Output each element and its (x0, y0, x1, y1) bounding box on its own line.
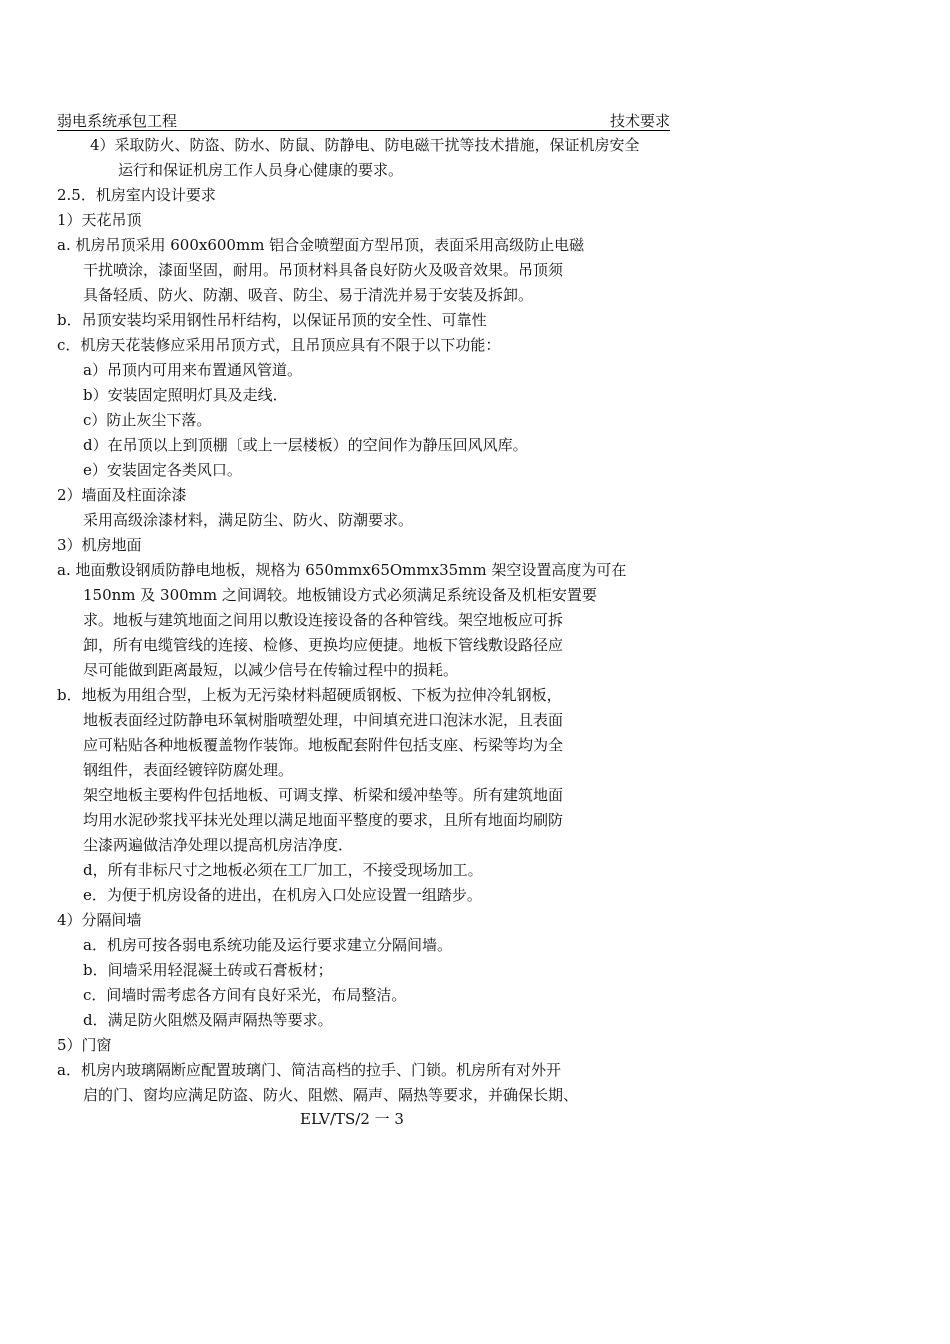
text-line: 采用高级涂漆材料，满足防尘、防火、防潮要求。 (83, 511, 414, 529)
text-line: d，所有非标尺寸之地板必须在工厂加工，不接受现场加工。 (83, 861, 483, 879)
section-heading: 2.5．机房室内设计要求 (57, 186, 216, 204)
text-line: 架空地板主要构件包括地板、可调支撑、析梁和缓冲垫等。所有建筑地面 (83, 786, 564, 804)
subsection-heading: 5）门窗 (57, 1036, 112, 1054)
list-item: b）安装固定照明灯具及走线． (83, 386, 288, 404)
header-title: 弱电系统承包工程 (57, 112, 178, 130)
text-line: 地板表面经过防静电环氧树脂喷塑处理，中间填充进口泡沫水泥，且表面 (83, 711, 564, 729)
text-line: c．机房天花装修应采用吊顶方式，且吊顶应具有不限于以下功能： (57, 336, 501, 354)
list-item: c）防止灰尘下落。 (83, 411, 212, 429)
text-line: a. 机房吊顶采用 600x600mm 铝合金喷塑面方型吊顶，表面采用高级防止电磁 (57, 236, 585, 254)
text-line: 启的门、窗均应满足防盗、防火、阻燃、隔声、隔热等要求，并确保长期、 (83, 1086, 579, 1104)
text-line: 尽可能做到距离最短，以减少信号在传输过程中的损耗。 (83, 661, 459, 679)
list-item: a．机房可按各弱电系统功能及运行要求建立分隔间墙。 (83, 936, 452, 954)
subsection-heading: 1）天花吊顶 (57, 211, 142, 229)
text-line: a．机房内玻璃隔断应配置玻璃门、简洁高档的拉手、门锁。机房所有对外开 (57, 1061, 561, 1079)
text-line: b．地板为用组合型，上板为无污染材料超硬质钢板、下板为拉伸冷轧钢板， (57, 686, 562, 704)
text-line: 运行和保证机房工作人员身心健康的要求。 (118, 161, 404, 179)
page-header (57, 110, 670, 131)
text-line: 4）采取防火、防盗、防水、防鼠、防静电、防电磁干扰等技术措施，保证机房安全 (90, 136, 640, 154)
text-line: 求。地板与建筑地面之间用以敷设连接设备的各种管线。架空地板应可拆 (83, 611, 564, 629)
subsection-heading: 3）机房地面 (57, 536, 142, 554)
list-item: a）吊顶内可用来布置通风管道。 (83, 361, 302, 379)
text-line: e．为便于机房设备的进出，在机房入口处应设置一组踏步。 (83, 886, 482, 904)
text-line: b．吊顶安装均采用钢性吊杆结构，以保证吊顶的安全性、可靠性 (57, 311, 487, 329)
text-line: 应可粘贴各种地板覆盖物作装饰。地板配套附件包括支座、杇梁等均为全 (83, 736, 564, 754)
list-item: d）在吊顶以上到顶棚〔或上一层楼板）的空间作为静压回风风库。 (83, 436, 528, 454)
page-footer: ELV/TS/2 一 3 (300, 1110, 404, 1128)
header-section: 技术要求 (609, 112, 670, 130)
text-line: 尘漆两遍做洁净处理以提高机房洁净度． (83, 836, 354, 854)
subsection-heading: 2）墙面及柱面涂漆 (57, 486, 187, 504)
text-line: 卸，所有电缆管线的连接、检修、更换均应便捷。地板下管线敷设路径应 (83, 636, 564, 654)
text-line: a. 地面敷设钢质防静电地板，规格为 650mmx65Ommx35mm 架空设置高度为可在 (57, 561, 627, 579)
list-item: c．间墙时需考虑各方间有良好采光，布局整洁。 (83, 986, 407, 1004)
text-line: 干扰喷涂，漆面坚固，耐用。吊顶材料具备良好防火及吸音效果。吊顶须 (83, 261, 564, 279)
text-line: 150nm 及 300mm 之间调较。地板铺设方式必须满足系统设备及机柜安置要 (83, 586, 597, 604)
list-item: d．满足防火阻燃及隔声隔热等要求。 (83, 1011, 333, 1029)
list-item: e）安装固定各类风口。 (83, 461, 242, 479)
list-item: b．间墙采用轻混凝土砖或石膏板材； (83, 961, 333, 979)
text-line: 均用水泥砂浆找平抹光处理以满足地面平整度的要求，且所有地面均刷防 (83, 811, 564, 829)
text-line: 钢组件，表面经镀锌防腐处理。 (83, 761, 294, 779)
text-line: 具备轻质、防火、防潮、吸音、防尘、易于清洗并易于安装及拆卸。 (83, 286, 534, 304)
subsection-heading: 4）分隔间墙 (57, 911, 142, 929)
